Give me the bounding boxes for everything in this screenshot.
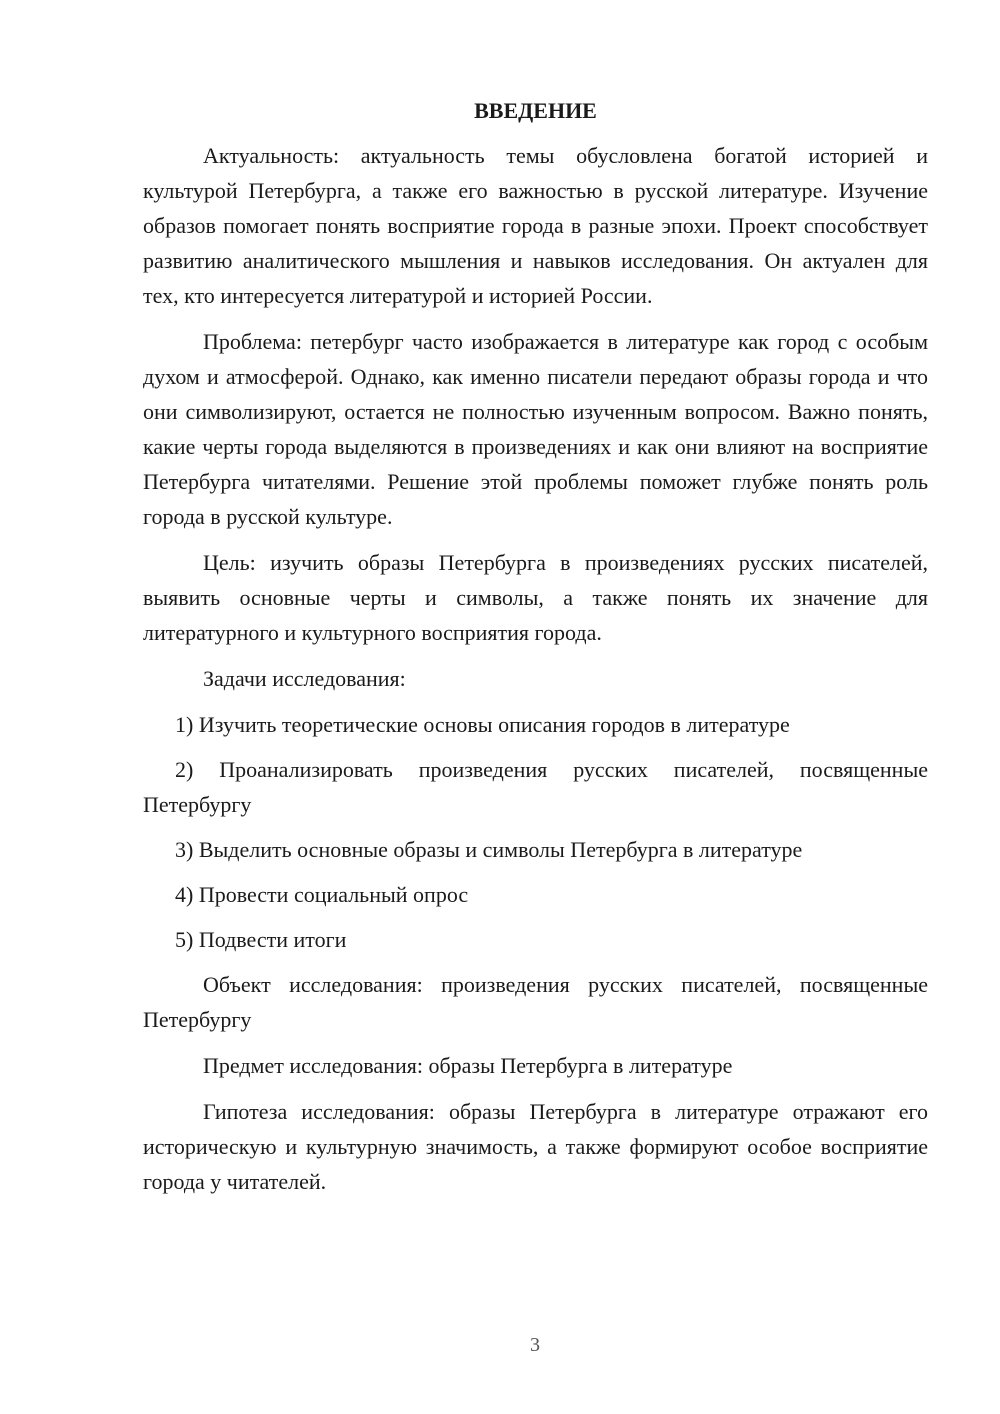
- task-item-2: 2) Проанализировать произведения русских писателей, посвященные Петербургу: [143, 757, 928, 817]
- task-item-1: 1) Изучить теоретические основы описания городов в литературе: [175, 712, 790, 737]
- page-title: ВВЕДЕНИЕ: [474, 98, 597, 123]
- document-page: [143, 96, 928, 1210]
- tasks-heading: Задачи исследования:: [203, 666, 406, 691]
- paragraph-subject: Предмет исследования: образы Петербурга в литературе: [203, 1053, 733, 1078]
- paragraph-hypothesis: Гипотеза исследования: образы Петербурга в литературе отражают его историческую и культурную значимость, а также формируют особое восприятие города у читателей.: [143, 1099, 928, 1194]
- task-item-5: 5) Подвести итоги: [175, 927, 347, 952]
- paragraph-relevance: Актуальность: актуальность темы обусловлена богатой историей и культурой Петербурга, а также его важностью в русской литературе. Изучение образов помогает понять восприятие города в разные эпохи. Проект способствует развитию аналитического мышления и навыков исследования. Он актуален для тех, кто интересуется литературой и историей России.: [143, 143, 928, 308]
- paragraph-problem: Проблема: петербург часто изображается в литературе как город с особым духом и атмосферой. Однако, как именно писатели передают образы города и что они символизируют, остается не полностью изученным вопросом. Важно понять, какие черты города выделяются в произведениях и как они влияют на восприятие Петербурга читателями. Решение этой проблемы поможет глубже понять роль города в русской культуре.: [143, 329, 928, 529]
- task-item-4: 4) Провести социальный опрос: [175, 882, 469, 907]
- task-item-3: 3) Выделить основные образы и символы Петербурга в литературе: [175, 837, 803, 862]
- paragraph-object: Объект исследования: произведения русских писателей, посвященные Петербургу: [143, 972, 928, 1032]
- paragraph-goal: Цель: изучить образы Петербурга в произведениях русских писателей, выявить основные черты и символы, а также понять их значение для литературного и культурного восприятия города.: [143, 550, 928, 645]
- page-number: 3: [530, 1334, 540, 1356]
